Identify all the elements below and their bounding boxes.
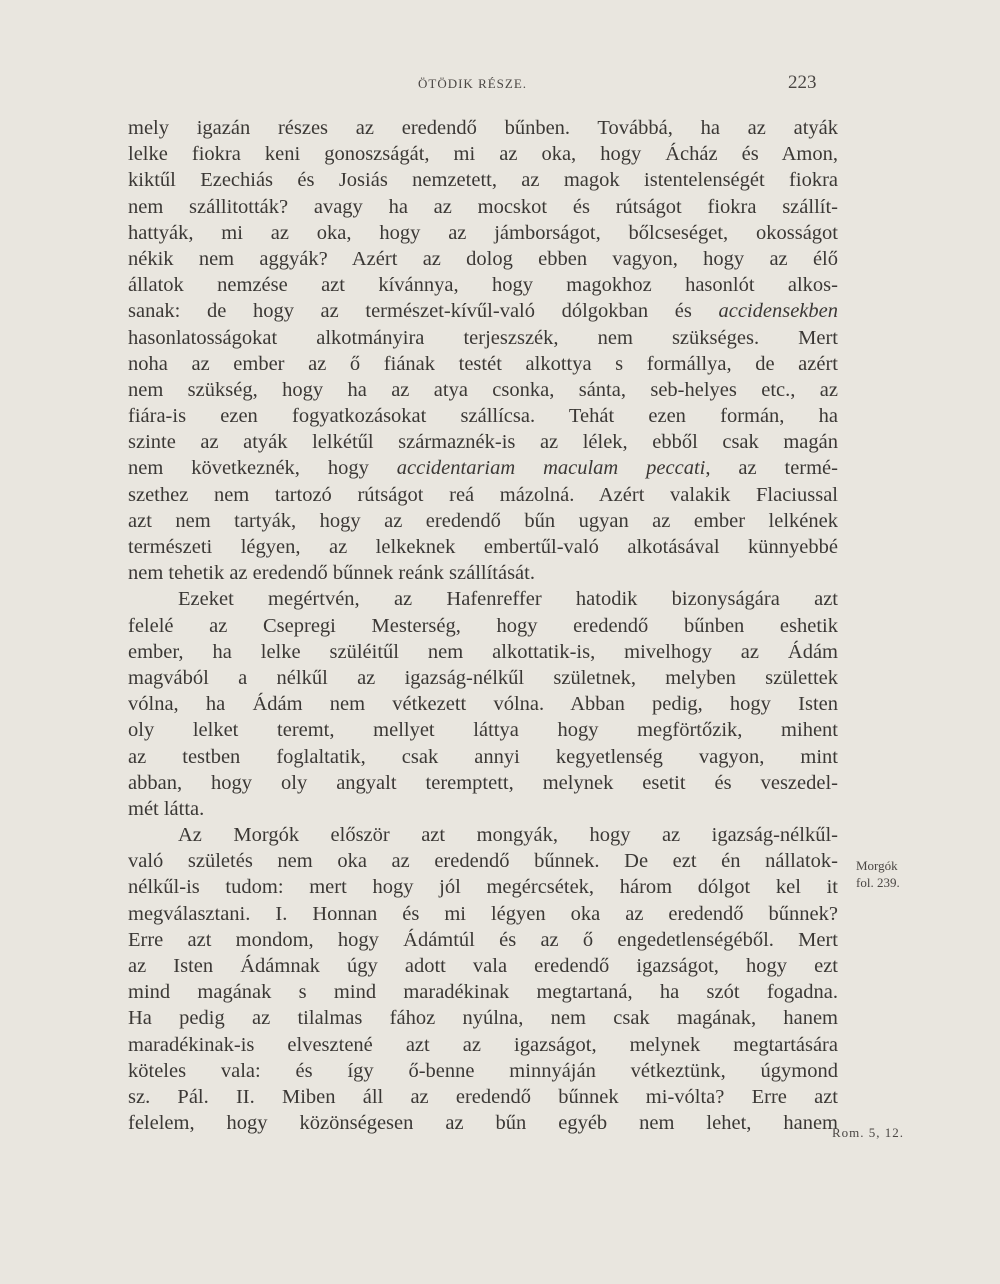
- text-segment: sanak: de hogy az természet-kívűl-való dólgokban és: [128, 300, 719, 323]
- text-line: [128, 1084, 838, 1110]
- text-line: [128, 534, 838, 560]
- text-line: [128, 246, 838, 272]
- text-segment: felelem, hogy közönségesen az bűn egyéb nem lehet, hanem: [128, 1112, 838, 1135]
- text-segment: köteles vala: és így ő-benne minnyáján vétkeztünk, úgymond: [128, 1059, 838, 1082]
- text-segment: felelé az Csepregi Mesterség, hogy eredendő bűnben eshetik: [128, 614, 838, 637]
- text-line: [128, 744, 838, 770]
- text-segment: hasonlatosságokat alkotmányira terjeszszék, nem szükséges. Mert: [128, 326, 838, 349]
- text-segment: hattyák, mi az oka, hogy az jámborságot, bőlcseséget, okosságot: [128, 221, 838, 244]
- text-segment: nékik nem aggyák? Azért az dolog ebben vagyon, hogy az élő: [128, 247, 838, 270]
- body-text: [128, 115, 838, 1136]
- margin-note-rom: Rom. 5, 12.: [832, 1125, 905, 1140]
- text-line: [128, 979, 838, 1005]
- text-line: [128, 586, 838, 612]
- text-line: [128, 717, 838, 743]
- text-segment: mét látta.: [128, 797, 205, 820]
- text-line: [128, 665, 838, 691]
- text-line: [128, 508, 838, 534]
- text-line: [128, 901, 838, 927]
- text-segment: maradékinak-is elvesztené azt az igazságot, melynek megtartására: [128, 1033, 838, 1056]
- text-segment: nem szükség, hogy ha az atya csonka, sánta, seb-helyes etc., az: [128, 378, 838, 401]
- text-segment: abban, hogy oly angyalt teremptett, melynek esetit és veszedel-: [128, 771, 838, 794]
- text-line: [128, 194, 838, 220]
- text-segment: Erre azt mondom, hogy Ádámtúl és az ő engedetlenségéből. Mert: [128, 928, 838, 951]
- text-line: [128, 691, 838, 717]
- text-segment: , az termé-: [705, 457, 838, 480]
- text-line: [128, 927, 838, 953]
- text-segment: lelke fiokra keni gonoszságát, mi az oka, hogy Ácház és Amon,: [128, 143, 838, 166]
- text-segment: kiktűl Ezechiás és Josiás nemzetett, az magok istentelenségét fiokra: [128, 169, 838, 192]
- text-segment: mely igazán részes az eredendő bűnben. Továbbá, ha az atyák: [128, 117, 838, 139]
- text-segment: megválasztani. I. Honnan és mi légyen oka az eredendő bűnnek?: [128, 902, 838, 925]
- margin-note-line: fol. 239.: [856, 875, 900, 890]
- margin-note-morgok: [856, 857, 900, 891]
- text-segment: való születés nem oka az eredendő bűnnek. De ezt én nállatok-: [128, 850, 838, 873]
- text-segment: nem szállitották? avagy ha az mocskot és rútságot fiokra szállít-: [128, 195, 838, 218]
- text-line: [128, 298, 838, 324]
- text-line: [128, 115, 838, 141]
- text-line: [128, 770, 838, 796]
- text-segment: magvából a nélkűl az igazság-nélkűl születnek, melyben születtek: [128, 666, 838, 689]
- text-segment: nem következnék, hogy: [128, 457, 397, 480]
- text-segment: az Isten Ádámnak úgy adott vala eredendő igazságot, hogy ezt: [128, 955, 838, 977]
- text-line: [128, 822, 838, 848]
- text-segment: Ezeket megértvén, az Hafenreffer hatodik bizonyságára azt: [178, 588, 838, 611]
- text-line: [128, 403, 838, 429]
- margin-note-line: Morgók: [856, 858, 898, 873]
- text-segment: nélkűl-is tudom: mert hogy jól megércsétek, három dólgot kel it: [128, 876, 838, 899]
- page-number: 223: [788, 72, 817, 93]
- text-segment: vólna, ha Ádám nem vétkezett vólna. Abban pedig, hogy Isten: [128, 693, 838, 716]
- text-line: [128, 613, 838, 639]
- text-line: [128, 482, 838, 508]
- text-line: [128, 1005, 838, 1031]
- text-line: [128, 953, 838, 979]
- text-line: [128, 429, 838, 455]
- italic-segment: accidentariam maculam peccati: [396, 457, 706, 480]
- text-segment: nem tehetik az eredendő bűnnek reánk szállítását.: [128, 562, 535, 585]
- text-line: [128, 874, 838, 900]
- text-line: [128, 220, 838, 246]
- text-line: [128, 325, 838, 351]
- text-line: [128, 455, 838, 481]
- text-segment: szethez nem tartozó rútságot reá mázolná. Azért valakik Flaciussal: [128, 483, 838, 506]
- page-header: [0, 72, 1000, 96]
- italic-segment: accidensekben: [718, 300, 838, 323]
- text-segment: noha az ember az ő fiának testét alkottya s formállya, de azért: [128, 352, 838, 375]
- text-line: [128, 1032, 838, 1058]
- text-segment: állatok nemzése azt kívánnya, hogy magokhoz hasonlót alkos-: [128, 274, 838, 297]
- text-line: [128, 639, 838, 665]
- text-line: [128, 167, 838, 193]
- text-line: [128, 1110, 838, 1136]
- text-line: [128, 1058, 838, 1084]
- text-segment: fiára-is ezen fogyatkozásokat szállícsa. Tehát ezen formán, ha: [128, 405, 838, 428]
- text-segment: Ha pedig az tilalmas fához nyúlna, nem csak magának, hanem: [128, 1007, 838, 1030]
- text-segment: az testben foglaltatik, csak annyi kegyetlenség vagyon, mint: [128, 745, 838, 768]
- text-line: [128, 377, 838, 403]
- text-segment: sz. Pál. II. Miben áll az eredendő bűnnek mi-vólta? Erre azt: [128, 1085, 838, 1108]
- text-line: [128, 796, 838, 822]
- text-segment: oly lelket teremt, mellyet láttya hogy megförtőzik, mihent: [128, 719, 838, 742]
- text-segment: Az Morgók először azt mongyák, hogy az igazság-nélkűl-: [178, 824, 838, 847]
- text-line: [128, 272, 838, 298]
- text-segment: ember, ha lelke szüléitűl nem alkottatik-is, mivelhogy az Ádám: [128, 640, 838, 663]
- text-line: [128, 351, 838, 377]
- running-head: ÖTÖDIK RÉSZE.: [418, 76, 528, 91]
- text-segment: természeti légyen, az lelkeknek embertűl-való alkotásával künnyebbé: [128, 536, 838, 558]
- text-line: [128, 141, 838, 167]
- text-segment: szinte az atyák lelkétűl származnék-is az lélek, ebből csak magán: [128, 431, 838, 454]
- text-segment: azt nem tartyák, hogy az eredendő bűn ugyan az ember lelkének: [128, 509, 838, 532]
- text-line: [128, 848, 838, 874]
- text-line: [128, 560, 838, 586]
- text-segment: mind magának s mind maradékinak megtartaná, ha szót fogadna.: [128, 981, 838, 1004]
